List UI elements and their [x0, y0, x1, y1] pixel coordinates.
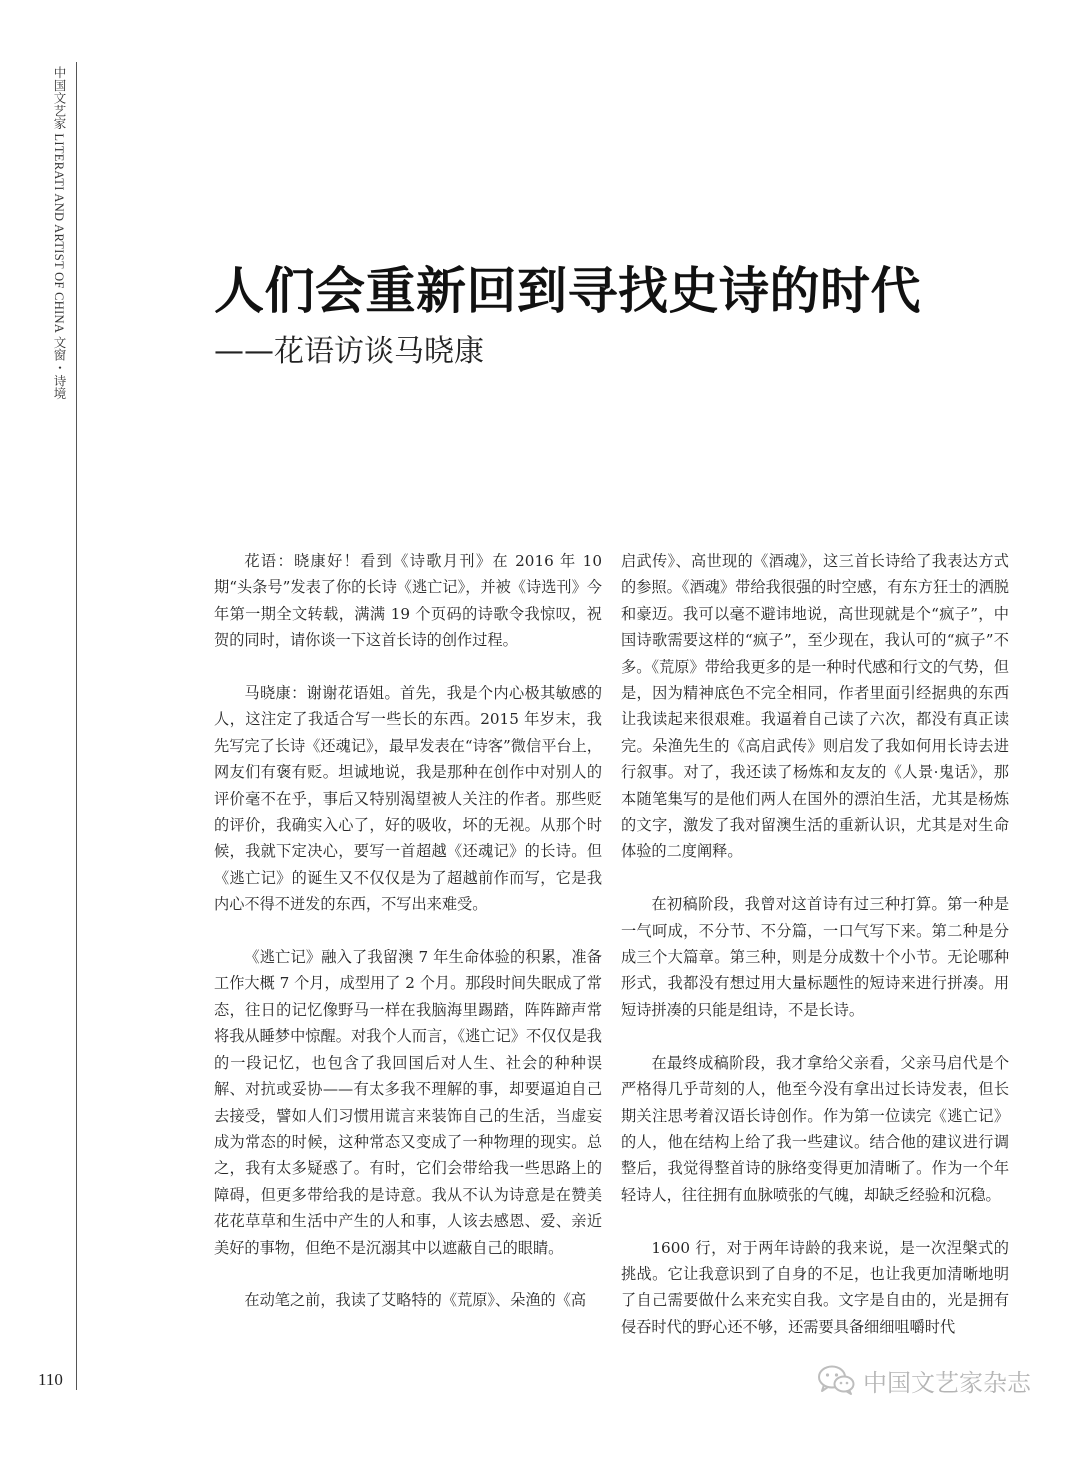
watermark-text: 中国文艺家杂志	[863, 1368, 1031, 1397]
paragraph: 《逃亡记》融入了我留澳 7 年生命体验的积累，准备工作大概 7 个月，成型用了 2 个月。那段时间失眠成了常态，往日的记忆像野马一样在我脑海里踢踏，阵阵蹄声常将我从睡梦中惊醒。对我个人而言，《逃亡记》不仅仅是我的一段记忆，也包含了我回国后对人生、社会的种种误解、对抗或妥协——有太多我不理解的事，却要逼迫自己去接受，譬如人们习惯用谎言来装饰自己的生活，当虚妄成为常态的时候，这种常态又变成了一种物理的现实。总之，我有太多疑惑了。有时，它们会带给我一些思路上的障碍，但更多带给我的是诗意。我从不认为诗意是在赞美花花草草和生活中产生的人和事，人该去感恩、爱、亲近美好的事物，但绝不是沉溺其中以遮蔽自己的眼睛。	[214, 948, 602, 1257]
paragraph: 在最终成稿阶段，我才拿给父亲看，父亲马启代是个严格得几乎苛刻的人，他至今没有拿出过长诗发表，但长期关注思考着汉语长诗创作。作为第一位读完《逃亡记》的人，他在结构上给了我一些建议。结合他的建议进行调整后，我觉得整首诗的脉络变得更加清晰了。作为一个年轻诗人，往往拥有血脉喷张的气魄，却缺乏经验和沉稳。	[621, 1053, 1009, 1204]
paragraph: 在动笔之前，我读了艾略特的《荒原》、朵渔的《高	[244, 1291, 587, 1310]
right-column	[621, 548, 1009, 1340]
margin-rule	[76, 62, 77, 1390]
article-title: 人们会重新回到寻找史诗的时代	[214, 262, 921, 320]
watermark	[817, 1360, 1031, 1400]
paragraph: 在初稿阶段，我曾对这首诗有过三种打算。第一种是一气呵成，不分节、不分篇，一口气写下来。第二种是分成三个大篇章。第三种，则是分成数十个小节。无论哪种形式，我都没有想过用大量标题性的短诗来进行拼凑。用短诗拼凑的只能是组诗，不是长诗。	[621, 895, 1009, 1019]
page-number: 110	[38, 1370, 63, 1389]
wechat-icon	[817, 1364, 855, 1396]
paragraph: 花语：晓康好！看到《诗歌月刊》在 2016 年 10 期“头条号”发表了你的长诗《逃亡记》，并被《诗选刊》今年第一期全文转载，满满 19 个页码的诗歌令我惊叹，祝贺的同时，请你谈一下这首长诗的创作过程。	[214, 552, 602, 650]
left-column	[214, 548, 602, 1314]
paragraph: 1600 行，对于两年诗龄的我来说，是一次涅槃式的挑战。它让我意识到了自身的不足，也让我更加清晰地明了自己需要做什么来充实自我。文字是自由的，光是拥有侵吞时代的野心还不够，还需要具备细细咀嚼时代	[621, 1238, 1009, 1336]
paragraph: 马晓康：谢谢花语姐。首先，我是个内心极其敏感的人，这注定了我适合写一些长的东西。2015 年岁末，我先写完了长诗《还魂记》，最早发表在“诗客”微信平台上，网友们有褒有贬。坦诚地说，我是那种在创作中对别人的评价毫不在乎，事后又特别渴望被人关注的作者。那些贬的评价，我确实入心了，好的吸收，坏的无视。从那个时候，我就下定决心，要写一首超越《还魂记》的长诗。但《逃亡记》的诞生又不仅仅是为了超越前作而写，它是我内心不得不迸发的东西，不写出来难受。	[214, 684, 602, 914]
running-head: 中国文艺家 LITERATI AND ARTIST OF CHINA 文窗・诗境	[52, 66, 66, 400]
article-subtitle: ——花语访谈马晓康	[214, 334, 484, 369]
paragraph: 启武传》、高世现的《酒魂》，这三首长诗给了我表达方式的参照。《酒魂》带给我很强的时空感，有东方狂士的洒脱和豪迈。我可以毫不避讳地说，高世现就是个“疯子”，中国诗歌需要这样的“疯子”，至少现在，我认可的“疯子”不多。《荒原》带给我更多的是一种时代感和行文的气势，但是，因为精神底色不完全相同，作者里面引经据典的东西让我读起来很艰难。我逼着自己读了六次，都没有真正读完。朵渔先生的《高启武传》则启发了我如何用长诗去进行叙事。对了，我还读了杨炼和友友的《人景·鬼话》，那本随笔集写的是他们两人在国外的漂泊生活，尤其是杨炼的文字，激发了我对留澳生活的重新认识，尤其是对生命体验的二度阐释。	[621, 552, 1009, 861]
